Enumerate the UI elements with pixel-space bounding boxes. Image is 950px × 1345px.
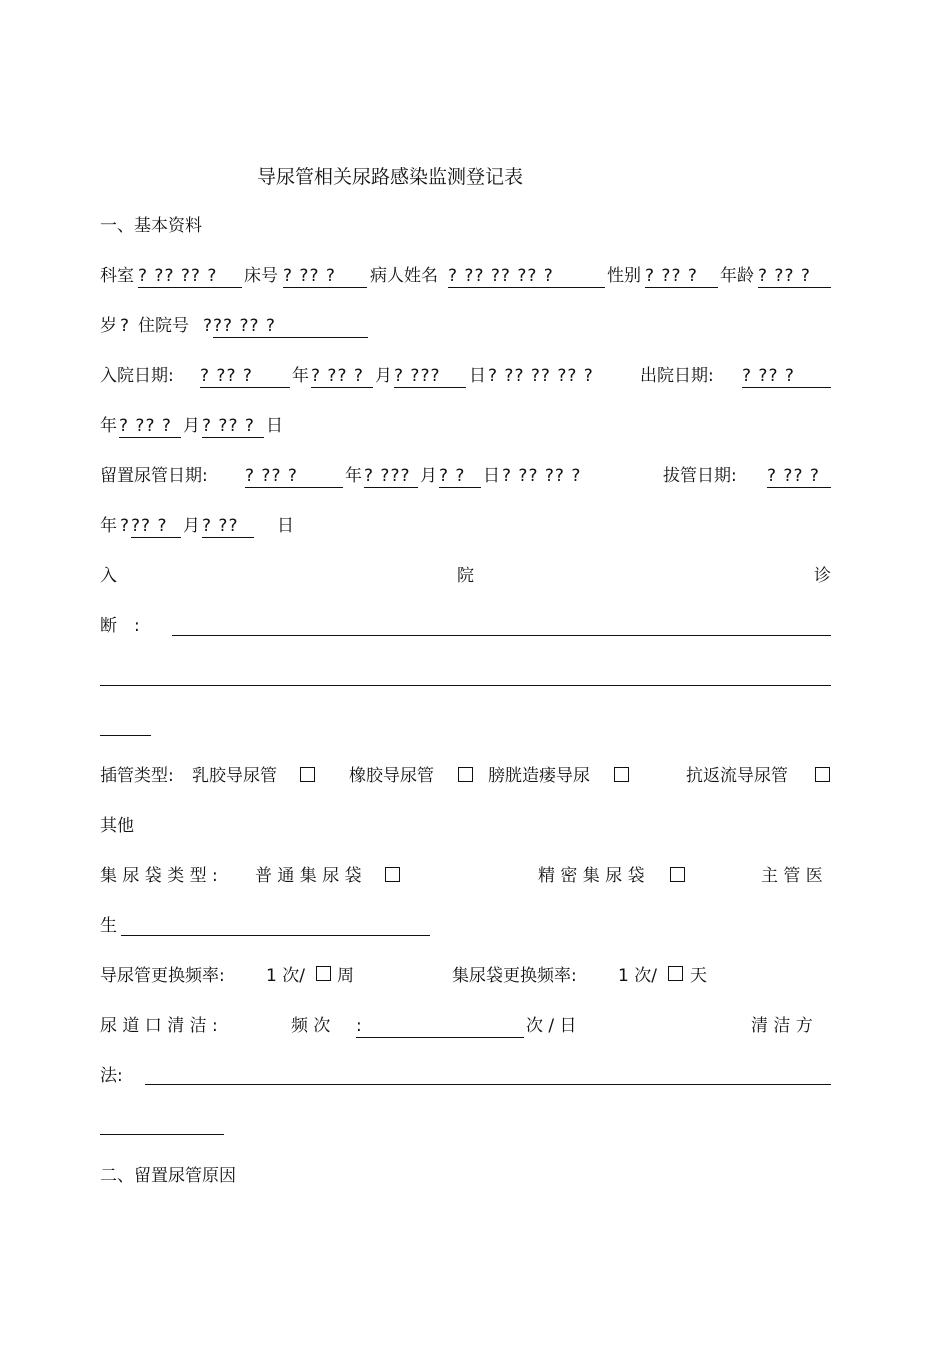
normal-bag-label: 普 通 集 尿 袋 <box>255 866 362 886</box>
admit-date-label: 入院日期: <box>100 366 174 386</box>
year-label: 年 <box>292 366 309 386</box>
month-label: 月 <box>375 366 392 386</box>
remove-day-field[interactable]: ? ?? <box>202 515 254 538</box>
garbled-text: ? ?? ?? ?? ? <box>488 366 594 386</box>
discharge-date-label: 出院日期: <box>640 366 714 386</box>
normal-bag-checkbox[interactable] <box>385 867 400 882</box>
rubber-catheter-checkbox[interactable] <box>458 767 473 782</box>
year-label: 年 <box>100 516 117 536</box>
page-title: 导尿管相关尿路感染监测登记表 <box>257 166 524 188</box>
dept-label: 科室 <box>100 266 134 286</box>
section-catheter-reason: 二、留置尿管原因 <box>100 1166 236 1186</box>
sex-field[interactable]: ? ?? ? <box>645 265 718 288</box>
discharge-year-field[interactable]: ? ?? ? <box>742 365 831 388</box>
doctor-label: 生 <box>100 916 117 936</box>
urethral-clean-label: 尿 道 口 清 洁 : <box>100 1016 218 1036</box>
bed-label: 床号 <box>244 266 278 286</box>
antireflux-catheter-label: 抗返流导尿管 <box>686 766 788 786</box>
day-label: 日 <box>469 366 486 386</box>
doctor-label: 主 管 医 <box>761 866 823 886</box>
age-field[interactable]: ? ?? ? <box>758 265 831 288</box>
rubber-catheter-label: 橡胶导尿管 <box>349 766 434 786</box>
bed-field[interactable]: ? ?? ? <box>283 265 367 288</box>
patient-name-field[interactable]: ? ?? ?? ?? ? <box>448 265 605 288</box>
diagnosis-field-line[interactable] <box>100 735 151 736</box>
diagnosis-field-line[interactable] <box>172 635 831 636</box>
year-label: 年 <box>345 466 362 486</box>
catheter-year-field[interactable]: ? ?? ? <box>245 465 343 488</box>
age-unit: 岁 <box>100 316 117 336</box>
day-label: 日 <box>483 466 500 486</box>
remove-year-field[interactable]: ? ?? ? <box>767 465 831 488</box>
doctor-field-line[interactable] <box>121 935 430 936</box>
diagnosis-char: 院 <box>457 566 474 586</box>
diagnosis-colon: : <box>134 616 140 636</box>
month-label: 月 <box>420 466 437 486</box>
admit-day-field[interactable]: ? ??? <box>394 365 466 388</box>
remove-month-field[interactable]: ?? ? <box>131 515 181 538</box>
year-label: 年 <box>100 416 117 436</box>
inpatient-no-field[interactable]: ?? ?? ? <box>213 315 368 338</box>
catheter-date-label: 留置尿管日期: <box>100 466 208 486</box>
catheter-freq-checkbox[interactable] <box>316 966 331 981</box>
precision-bag-checkbox[interactable] <box>670 867 685 882</box>
section-basic-info: 一、基本资料 <box>100 216 202 236</box>
day-label: 日 <box>277 516 294 536</box>
latex-catheter-label: 乳胶导尿管 <box>192 766 277 786</box>
discharge-month-field[interactable]: ? ?? ? <box>119 415 181 438</box>
diagnosis-char: 入 <box>100 566 117 586</box>
day-unit-label: 天 <box>690 966 707 986</box>
bag-freq-label: 集尿袋更换频率: <box>452 966 577 986</box>
month-label: 月 <box>183 416 200 436</box>
catheter-month-field[interactable]: ? ??? <box>364 465 418 488</box>
garbled-char: ? <box>120 316 130 336</box>
precision-bag-label: 精 密 集 尿 袋 <box>538 866 645 886</box>
cystostomy-catheter-label: 膀胱造瘘导尿 <box>488 766 590 786</box>
day-label: 日 <box>266 416 283 436</box>
inpatient-no-label: 住院号 <box>138 316 189 336</box>
garbled-char: ? <box>120 516 130 536</box>
bag-type-label: 集 尿 袋 类 型 : <box>100 866 218 886</box>
clean-method-field-line[interactable] <box>100 1134 224 1135</box>
garbled-text: ? ?? ?? ? <box>502 466 582 486</box>
other-label: 其他 <box>100 816 134 836</box>
latex-catheter-checkbox[interactable] <box>300 767 315 782</box>
remove-date-label: 拔管日期: <box>663 466 737 486</box>
catheter-freq-prefix: 1 次/ <box>266 966 305 986</box>
catheter-day-field[interactable]: ? ? <box>439 465 481 488</box>
admit-year-field[interactable]: ? ?? ? <box>200 365 290 388</box>
diagnosis-char: 诊 <box>814 566 831 586</box>
clean-freq-field[interactable]: : <box>356 1015 524 1038</box>
clean-method-field-line[interactable] <box>145 1084 831 1085</box>
cystostomy-catheter-checkbox[interactable] <box>614 767 629 782</box>
bag-freq-checkbox[interactable] <box>668 966 683 981</box>
sex-label: 性别 <box>607 266 641 286</box>
discharge-day-field[interactable]: ? ?? ? <box>202 415 264 438</box>
diagnosis-field-line[interactable] <box>100 685 831 686</box>
bag-freq-prefix: 1 次/ <box>618 966 657 986</box>
week-label: 周 <box>337 966 354 986</box>
clean-freq-unit: 次 / 日 <box>526 1016 577 1036</box>
clean-freq-label: 频 次 <box>291 1016 331 1036</box>
age-label: 年龄 <box>720 266 754 286</box>
dept-field[interactable]: ? ?? ?? ? <box>138 265 242 288</box>
month-label: 月 <box>183 516 200 536</box>
patient-name-label: 病人姓名 <box>370 266 438 286</box>
catheter-freq-label: 导尿管更换频率: <box>100 966 225 986</box>
antireflux-catheter-checkbox[interactable] <box>815 767 830 782</box>
clean-method-label: 清 洁 方 <box>751 1016 813 1036</box>
clean-method-label: 法: <box>100 1066 123 1086</box>
catheter-type-label: 插管类型: <box>100 766 174 786</box>
garbled-char: ? <box>203 316 213 336</box>
admit-month-field[interactable]: ? ?? ? <box>311 365 373 388</box>
diagnosis-char: 断 <box>100 616 117 636</box>
